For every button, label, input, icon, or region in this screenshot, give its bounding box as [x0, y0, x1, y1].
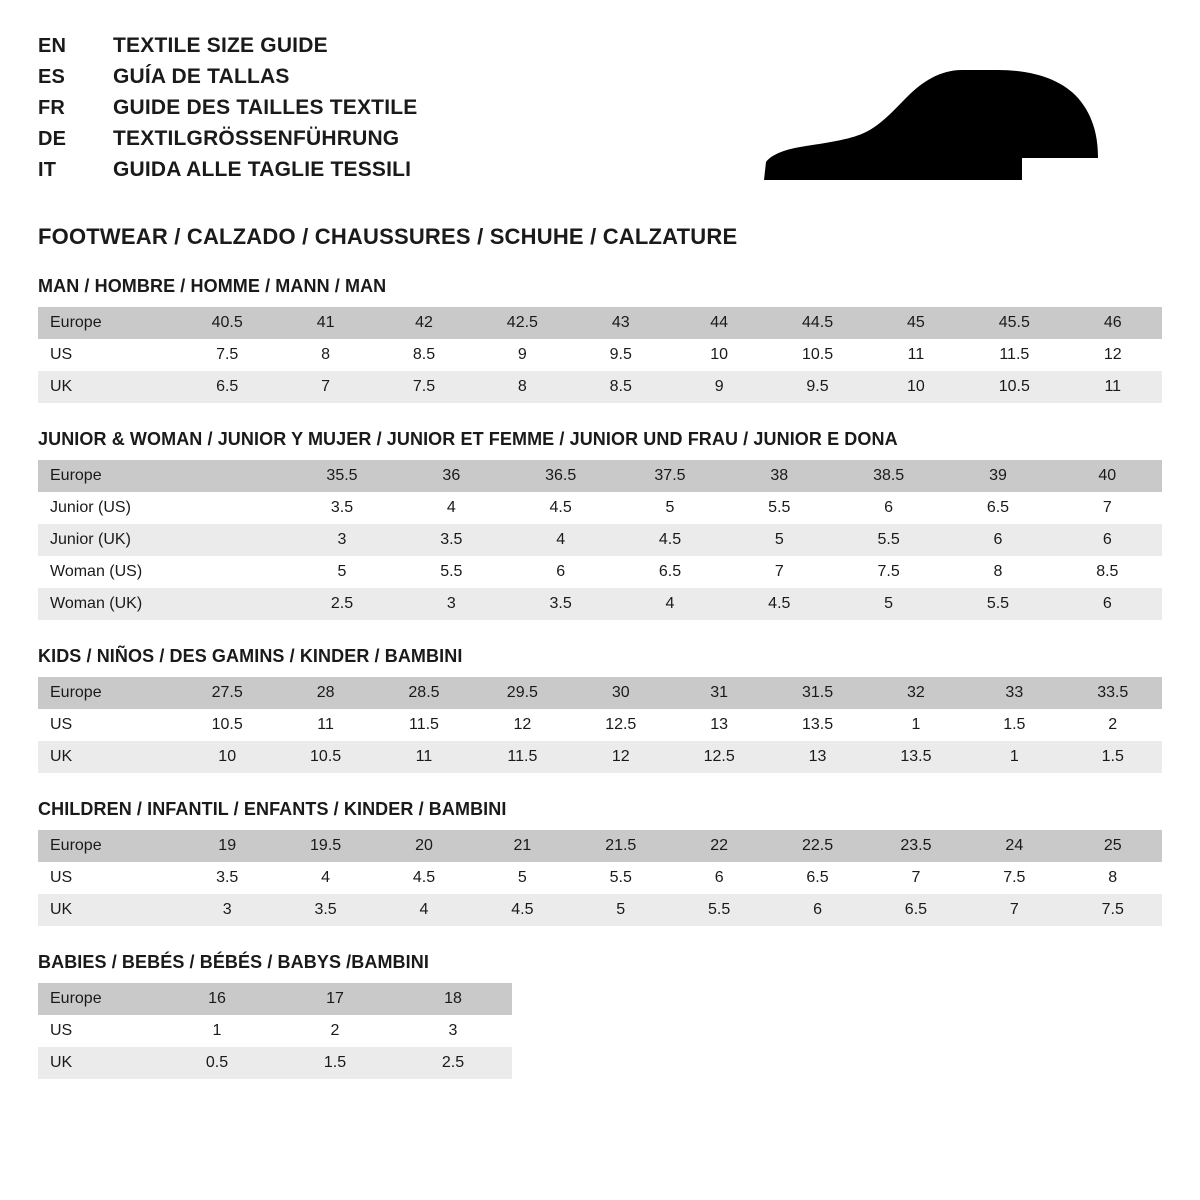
cell: 13: [670, 709, 768, 741]
cell: 42.5: [473, 307, 571, 339]
cell: 3: [397, 588, 506, 620]
cell: 6.5: [178, 371, 276, 403]
row-label: UK: [38, 371, 178, 403]
cell: 12: [572, 741, 670, 773]
cell: 7.5: [178, 339, 276, 371]
cell: 8.5: [1053, 556, 1162, 588]
section-kids: [38, 646, 1162, 773]
cell: 44: [670, 307, 768, 339]
cell: 7.5: [965, 862, 1063, 894]
cell: 33.5: [1064, 677, 1162, 709]
section-title: BABIES / BEBÉS / BÉBÉS / BABYS /BAMBINI: [38, 952, 429, 972]
cell: 11: [276, 709, 374, 741]
table-row: [38, 862, 1162, 894]
cell: 35.5: [287, 460, 396, 492]
cell: 8.5: [572, 371, 670, 403]
cell: 24: [965, 830, 1063, 862]
cell: 11.5: [375, 709, 473, 741]
cell: [178, 460, 287, 492]
cell: 12.5: [572, 709, 670, 741]
cell: 33: [965, 677, 1063, 709]
row-label: US: [38, 339, 178, 371]
cell: 3.5: [397, 524, 506, 556]
cell: [178, 588, 287, 620]
table-row: [38, 339, 1162, 371]
section-title: KIDS / NIÑOS / DES GAMINS / KINDER / BAMBINI: [38, 646, 463, 666]
row-label: UK: [38, 894, 178, 926]
cell: 4: [506, 524, 615, 556]
cell: 3: [287, 524, 396, 556]
language-title: GUIDE DES TAILLES TEXTILE: [113, 96, 418, 119]
cell: 20: [375, 830, 473, 862]
language-code: FR: [38, 97, 66, 119]
cell: 38: [725, 460, 834, 492]
cell: 7: [1053, 492, 1162, 524]
cell: 11: [867, 339, 965, 371]
cell: 6: [943, 524, 1052, 556]
table-row: [38, 830, 1162, 862]
table-row: [38, 894, 1162, 926]
cell: 2: [276, 1015, 394, 1047]
size-table-babies: [38, 983, 512, 1079]
cell: 7.5: [375, 371, 473, 403]
cell: 5.5: [834, 524, 943, 556]
cell: 22: [670, 830, 768, 862]
cell: 7.5: [834, 556, 943, 588]
cell: 2: [1064, 709, 1162, 741]
cell: 37.5: [615, 460, 724, 492]
cell: 21.5: [572, 830, 670, 862]
cell: 45.5: [965, 307, 1063, 339]
cell: [178, 492, 287, 524]
table-row: [38, 524, 1162, 556]
cell: 3.5: [506, 588, 615, 620]
cell: 12: [473, 709, 571, 741]
cell: 6.5: [768, 862, 866, 894]
language-code: DE: [38, 128, 67, 150]
size-table-man: [38, 307, 1162, 403]
cell: 5.5: [670, 894, 768, 926]
cell: 28: [276, 677, 374, 709]
page-header: [38, 34, 1162, 192]
cell: 12: [1064, 339, 1162, 371]
cell: 41: [276, 307, 374, 339]
cell: 9.5: [572, 339, 670, 371]
cell: [178, 556, 287, 588]
row-label: Europe: [38, 983, 158, 1015]
cell: 4: [375, 894, 473, 926]
size-table-junior-woman: [38, 460, 1162, 620]
language-title: TEXTILE SIZE GUIDE: [113, 34, 328, 57]
cell: 6: [768, 894, 866, 926]
cell: 5: [572, 894, 670, 926]
cell: 10.5: [965, 371, 1063, 403]
cell: 7: [725, 556, 834, 588]
dress-shoe-icon: [762, 62, 1122, 192]
language-title: TEXTILGRÖSSENFÜHRUNG: [113, 127, 400, 150]
cell: 5: [834, 588, 943, 620]
cell: 21: [473, 830, 571, 862]
cell: 19: [178, 830, 276, 862]
row-label: Europe: [38, 307, 178, 339]
cell: 5: [473, 862, 571, 894]
cell: 8: [473, 371, 571, 403]
table-row: [38, 677, 1162, 709]
cell: 5.5: [943, 588, 1052, 620]
cell: 36.5: [506, 460, 615, 492]
cell: 22.5: [768, 830, 866, 862]
cell: 2.5: [394, 1047, 512, 1079]
cell: 6: [506, 556, 615, 588]
cell: 39: [943, 460, 1052, 492]
row-label: Europe: [38, 460, 178, 492]
cell: 3.5: [276, 894, 374, 926]
section-babies: [38, 952, 1162, 1079]
cell: 18: [394, 983, 512, 1015]
cell: 23.5: [867, 830, 965, 862]
cell: 8: [1064, 862, 1162, 894]
cell: 31: [670, 677, 768, 709]
cell: 10.5: [768, 339, 866, 371]
cell: 1: [158, 1015, 276, 1047]
row-label: US: [38, 709, 178, 741]
row-label: US: [38, 862, 178, 894]
cell: 10: [670, 339, 768, 371]
cell: 1.5: [1064, 741, 1162, 773]
table-row: [38, 709, 1162, 741]
cell: 9: [473, 339, 571, 371]
cell: 0.5: [158, 1047, 276, 1079]
cell: 5.5: [725, 492, 834, 524]
row-label: Woman (US): [38, 556, 178, 588]
cell: 4.5: [506, 492, 615, 524]
cell: 5.5: [397, 556, 506, 588]
cell: 27.5: [178, 677, 276, 709]
cell: 11.5: [965, 339, 1063, 371]
cell: 42: [375, 307, 473, 339]
cell: 40.5: [178, 307, 276, 339]
cell: 16: [158, 983, 276, 1015]
cell: 4: [615, 588, 724, 620]
cell: 11: [1064, 371, 1162, 403]
row-label: Junior (UK): [38, 524, 178, 556]
cell: 11.5: [473, 741, 571, 773]
cell: 45: [867, 307, 965, 339]
cell: 7: [276, 371, 374, 403]
language-title: GUÍA DE TALLAS: [113, 65, 290, 88]
cell: 7: [965, 894, 1063, 926]
row-label: Woman (UK): [38, 588, 178, 620]
cell: 6.5: [943, 492, 1052, 524]
cell: 1: [867, 709, 965, 741]
row-label: UK: [38, 1047, 158, 1079]
language-title-list: [38, 34, 417, 189]
cell: 10: [178, 741, 276, 773]
language-code: EN: [38, 35, 67, 57]
cell: 8: [276, 339, 374, 371]
cell: 6: [670, 862, 768, 894]
cell: 1.5: [965, 709, 1063, 741]
cell: 6.5: [867, 894, 965, 926]
language-code: IT: [38, 159, 57, 181]
cell: 32: [867, 677, 965, 709]
language-row: [38, 127, 417, 158]
cell: 5: [287, 556, 396, 588]
cell: 12.5: [670, 741, 768, 773]
language-title: GUIDA ALLE TAGLIE TESSILI: [113, 158, 412, 181]
cell: 4.5: [375, 862, 473, 894]
row-label: Europe: [38, 677, 178, 709]
cell: 8: [943, 556, 1052, 588]
cell: 25: [1064, 830, 1162, 862]
cell: [178, 524, 287, 556]
cell: 11: [375, 741, 473, 773]
cell: 4.5: [615, 524, 724, 556]
section-children: [38, 799, 1162, 926]
table-row: [38, 1015, 512, 1047]
size-table-kids: [38, 677, 1162, 773]
cell: 10.5: [178, 709, 276, 741]
language-row: [38, 65, 417, 96]
cell: 28.5: [375, 677, 473, 709]
cell: 40: [1053, 460, 1162, 492]
table-row: [38, 307, 1162, 339]
cell: 1.5: [276, 1047, 394, 1079]
cell: 13.5: [867, 741, 965, 773]
row-label: US: [38, 1015, 158, 1047]
cell: 8.5: [375, 339, 473, 371]
cell: 19.5: [276, 830, 374, 862]
cell: 10.5: [276, 741, 374, 773]
cell: 6: [1053, 588, 1162, 620]
cell: 9: [670, 371, 768, 403]
table-row: [38, 741, 1162, 773]
table-row: [38, 1047, 512, 1079]
cell: 46: [1064, 307, 1162, 339]
cell: 5.5: [572, 862, 670, 894]
table-row: [38, 983, 512, 1015]
cell: 3.5: [287, 492, 396, 524]
cell: 6.5: [615, 556, 724, 588]
cell: 6: [1053, 524, 1162, 556]
language-row: [38, 34, 417, 65]
section-man: [38, 276, 1162, 403]
size-table-children: [38, 830, 1162, 926]
cell: 4: [276, 862, 374, 894]
cell: 6: [834, 492, 943, 524]
cell: 3.5: [178, 862, 276, 894]
language-row: [38, 96, 417, 127]
language-row: [38, 158, 417, 189]
cell: 43: [572, 307, 670, 339]
row-label: Europe: [38, 830, 178, 862]
cell: 9.5: [768, 371, 866, 403]
table-row: [38, 371, 1162, 403]
cell: 13.5: [768, 709, 866, 741]
cell: 7: [867, 862, 965, 894]
cell: 17: [276, 983, 394, 1015]
cell: 4: [397, 492, 506, 524]
table-row: [38, 556, 1162, 588]
cell: 31.5: [768, 677, 866, 709]
cell: 7.5: [1064, 894, 1162, 926]
cell: 4.5: [725, 588, 834, 620]
section-title: MAN / HOMBRE / HOMME / MANN / MAN: [38, 276, 387, 296]
cell: 4.5: [473, 894, 571, 926]
category-title: FOOTWEAR / CALZADO / CHAUSSURES / SCHUHE / CALZATURE: [38, 224, 738, 249]
cell: 36: [397, 460, 506, 492]
table-row: [38, 460, 1162, 492]
cell: 5: [725, 524, 834, 556]
cell: 3: [394, 1015, 512, 1047]
table-row: [38, 492, 1162, 524]
row-label: Junior (US): [38, 492, 178, 524]
cell: 44.5: [768, 307, 866, 339]
cell: 13: [768, 741, 866, 773]
cell: 3: [178, 894, 276, 926]
row-label: UK: [38, 741, 178, 773]
section-title: JUNIOR & WOMAN / JUNIOR Y MUJER / JUNIOR ET FEMME / JUNIOR UND FRAU / JUNIOR E DONA: [38, 429, 898, 449]
cell: 38.5: [834, 460, 943, 492]
cell: 1: [965, 741, 1063, 773]
cell: 2.5: [287, 588, 396, 620]
table-row: [38, 588, 1162, 620]
section-junior-woman: [38, 429, 1162, 620]
cell: 29.5: [473, 677, 571, 709]
section-title: CHILDREN / INFANTIL / ENFANTS / KINDER / BAMBINI: [38, 799, 507, 819]
cell: 10: [867, 371, 965, 403]
cell: 5: [615, 492, 724, 524]
language-code: ES: [38, 66, 66, 88]
cell: 30: [572, 677, 670, 709]
